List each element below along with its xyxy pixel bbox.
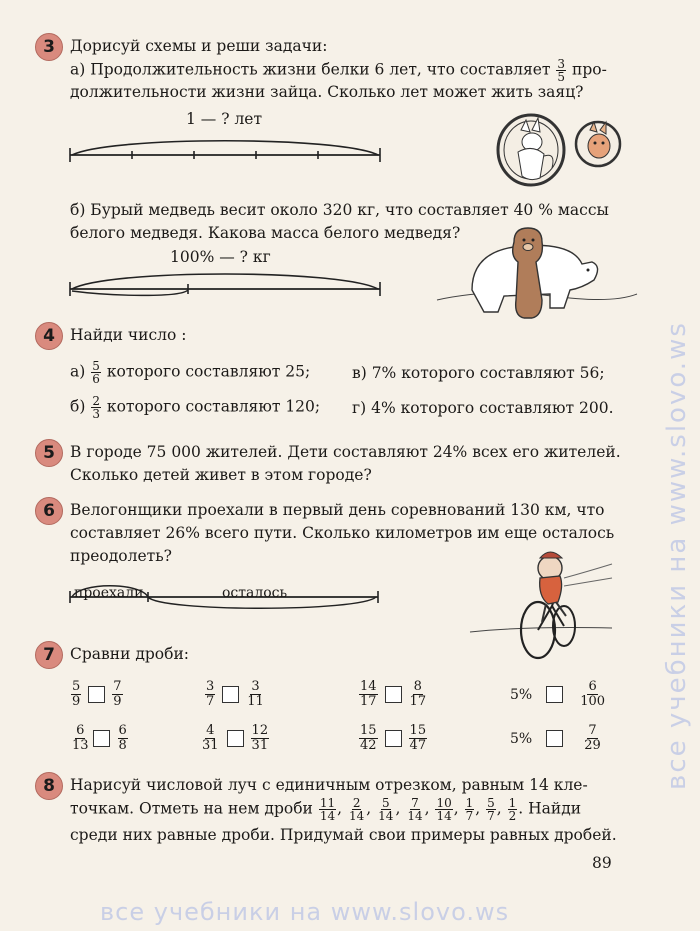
scheme-3a-diagram bbox=[70, 128, 382, 168]
numerator: 8 bbox=[413, 679, 422, 694]
task-6-line2: составляет 26% всего пути. Сколько километров им еще осталось bbox=[70, 524, 615, 542]
fraction bbox=[359, 724, 378, 753]
numerator: 4 bbox=[206, 723, 215, 738]
squirrel-icon bbox=[496, 112, 566, 188]
task-8-badge: 8 bbox=[35, 772, 63, 800]
denominator: 7 bbox=[487, 809, 495, 823]
comma: , bbox=[395, 799, 401, 818]
fraction bbox=[583, 724, 602, 753]
task-8-line2 bbox=[70, 797, 581, 822]
denominator: 6 bbox=[92, 372, 100, 386]
denominator: 5 bbox=[557, 70, 566, 84]
numerator: 1 bbox=[508, 796, 517, 810]
fraction bbox=[409, 680, 428, 709]
compare-box[interactable] bbox=[88, 686, 105, 703]
task-4a-text: которого составляют 25; bbox=[106, 362, 311, 381]
bears-icon bbox=[432, 222, 642, 328]
scheme-3b-diagram bbox=[70, 264, 382, 300]
comma: , bbox=[496, 799, 502, 818]
task-8-line3: среди них равные дроби. Придумай свои примеры равных дробей. bbox=[70, 826, 617, 844]
denominator: 13 bbox=[72, 738, 89, 753]
task-6-line3: преодолеть? bbox=[70, 547, 172, 565]
percent-value: 5% bbox=[510, 686, 533, 703]
fraction bbox=[508, 797, 518, 822]
numerator: 15 bbox=[360, 723, 377, 738]
task-6-badge: 6 bbox=[35, 497, 63, 525]
task-8-text-end: . Найди bbox=[518, 799, 582, 818]
fraction bbox=[71, 724, 90, 753]
numerator: 3 bbox=[251, 679, 260, 694]
task-4d: г) 4% которого составляют 200. bbox=[352, 399, 614, 417]
denominator: 2 bbox=[508, 809, 517, 823]
task-6-line1: Велогонщики проехали в первый день соревнований 130 км, что bbox=[70, 501, 605, 519]
task-4c: в) 7% которого составляют 56; bbox=[352, 364, 605, 382]
task-7-badge: 7 bbox=[35, 641, 63, 669]
scheme-3a-label: 1 — ? лет bbox=[186, 110, 263, 128]
task-4b-text: которого составляют 120; bbox=[106, 397, 321, 416]
denominator: 8 bbox=[118, 738, 127, 753]
denominator: 14 bbox=[378, 809, 394, 823]
fraction-3-5 bbox=[556, 58, 566, 83]
numerator: 2 bbox=[92, 394, 100, 408]
scheme-3b-label: 100% — ? кг bbox=[170, 248, 271, 266]
numerator: 1 bbox=[465, 796, 474, 810]
numerator: 12 bbox=[251, 723, 269, 738]
compare-box[interactable] bbox=[93, 730, 110, 747]
denominator: 42 bbox=[360, 738, 377, 753]
denominator: 9 bbox=[113, 694, 122, 709]
denominator: 17 bbox=[409, 694, 427, 709]
fraction-2-3 bbox=[91, 395, 101, 420]
fraction bbox=[435, 797, 452, 822]
denominator: 14 bbox=[436, 809, 452, 823]
task-4b bbox=[70, 395, 320, 420]
fraction bbox=[579, 680, 606, 709]
task-3a-text-end: про- bbox=[572, 60, 607, 79]
denominator: 100 bbox=[580, 694, 606, 709]
compare-pair-6 bbox=[200, 724, 270, 753]
task-5-line1: В городе 75 000 жителей. Дети составляют 24% всех его жителей. bbox=[70, 443, 621, 461]
side-watermark: все учебники на www.slovo.ws bbox=[662, 321, 692, 790]
numerator: 5 bbox=[92, 359, 100, 373]
fraction bbox=[251, 724, 270, 753]
numerator: 6 bbox=[76, 723, 85, 738]
compare-box[interactable] bbox=[546, 686, 563, 703]
compare-pair-7 bbox=[358, 724, 428, 753]
task-4b-label: б) bbox=[70, 397, 86, 416]
compare-pair-1 bbox=[70, 680, 124, 709]
numerator: 3 bbox=[557, 57, 566, 71]
fraction bbox=[118, 724, 128, 753]
task-3a-text: а) Продолжительность жизни белки 6 лет, что составляет bbox=[70, 60, 551, 79]
task-7-title: Сравни дроби: bbox=[70, 645, 190, 663]
page-number: 89 bbox=[592, 854, 612, 872]
task-3a-line1 bbox=[70, 58, 607, 83]
denominator: 7 bbox=[465, 809, 474, 823]
numerator: 15 bbox=[409, 723, 427, 738]
task-3a-line2: должительности жизни зайца. Сколько лет может жить заяц? bbox=[70, 83, 584, 101]
fraction bbox=[348, 797, 365, 822]
compare-box[interactable] bbox=[546, 730, 563, 747]
denominator: 31 bbox=[251, 738, 269, 753]
task-4a-label: а) bbox=[70, 362, 86, 381]
compare-pair-5 bbox=[70, 724, 129, 753]
cyclist-icon bbox=[466, 542, 616, 666]
task-4-title: Найди число : bbox=[70, 326, 187, 344]
task-3b-line2: белого медведя. Какова масса белого медведя? bbox=[70, 224, 461, 242]
task-5-line2: Сколько детей живет в этом городе? bbox=[70, 466, 372, 484]
compare-pair-2 bbox=[204, 680, 266, 709]
denominator: 14 bbox=[407, 809, 423, 823]
fraction-5-6 bbox=[91, 360, 101, 385]
task-4a bbox=[70, 360, 310, 385]
numerator: 7 bbox=[113, 679, 122, 694]
task-8-line1: Нарисуй числовой луч с единичным отрезком, равным 14 кле- bbox=[70, 776, 588, 794]
numerator: 5 bbox=[381, 796, 390, 810]
denominator: 14 bbox=[349, 809, 365, 823]
scheme-6-label-right: осталось bbox=[222, 585, 288, 601]
comma: , bbox=[366, 799, 372, 818]
comma: , bbox=[475, 799, 481, 818]
task-3-title: Дорисуй схемы и реши задачи: bbox=[70, 37, 328, 55]
comma: , bbox=[453, 799, 459, 818]
numerator: 11 bbox=[319, 796, 336, 810]
fraction bbox=[201, 724, 220, 753]
fraction bbox=[205, 680, 215, 709]
bottom-watermark: все учебники на www.slovo.ws bbox=[100, 898, 510, 926]
compare-pair-3 bbox=[358, 680, 428, 709]
numerator: 7 bbox=[411, 796, 419, 810]
hare-icon bbox=[574, 118, 622, 168]
fraction bbox=[319, 797, 336, 822]
numerator: 14 bbox=[360, 679, 377, 694]
compare-pair-8 bbox=[510, 724, 603, 753]
numerator: 6 bbox=[588, 679, 597, 694]
numerator: 5 bbox=[487, 796, 495, 810]
compare-pair-4 bbox=[510, 680, 607, 709]
fraction bbox=[406, 797, 423, 822]
fraction bbox=[71, 680, 81, 709]
scheme-6-label-left: проехали bbox=[74, 585, 144, 601]
compare-box[interactable] bbox=[227, 730, 244, 747]
numerator: 10 bbox=[436, 796, 452, 810]
fraction bbox=[486, 797, 496, 822]
denominator: 11 bbox=[247, 694, 264, 709]
task-5-badge: 5 bbox=[35, 439, 63, 467]
comma: , bbox=[424, 799, 430, 818]
fraction bbox=[377, 797, 394, 822]
numerator: 5 bbox=[72, 679, 81, 694]
denominator: 17 bbox=[360, 694, 377, 709]
comma: , bbox=[337, 799, 343, 818]
denominator: 14 bbox=[319, 809, 336, 823]
numerator: 2 bbox=[352, 796, 361, 810]
task-8-text: точкам. Отметь на нем дроби bbox=[70, 799, 313, 818]
fraction bbox=[359, 680, 378, 709]
denominator: 31 bbox=[202, 738, 219, 753]
denominator: 3 bbox=[92, 407, 100, 421]
denominator: 9 bbox=[72, 694, 81, 709]
task-4-badge: 4 bbox=[35, 322, 63, 350]
fraction bbox=[465, 797, 475, 822]
percent-value: 5% bbox=[510, 730, 533, 747]
fraction bbox=[409, 724, 428, 753]
compare-box[interactable] bbox=[385, 730, 402, 747]
compare-box[interactable] bbox=[222, 686, 239, 703]
fraction bbox=[112, 680, 122, 709]
denominator: 29 bbox=[584, 738, 601, 753]
numerator: 7 bbox=[588, 723, 597, 738]
compare-box[interactable] bbox=[385, 686, 402, 703]
task-3-badge: 3 bbox=[35, 33, 63, 61]
task-3b-line1: б) Бурый медведь весит около 320 кг, что составляет 40 % массы bbox=[70, 201, 609, 219]
fraction bbox=[246, 680, 265, 709]
denominator: 47 bbox=[409, 738, 427, 753]
numerator: 6 bbox=[118, 723, 127, 738]
denominator: 7 bbox=[206, 694, 215, 709]
numerator: 3 bbox=[206, 679, 215, 694]
